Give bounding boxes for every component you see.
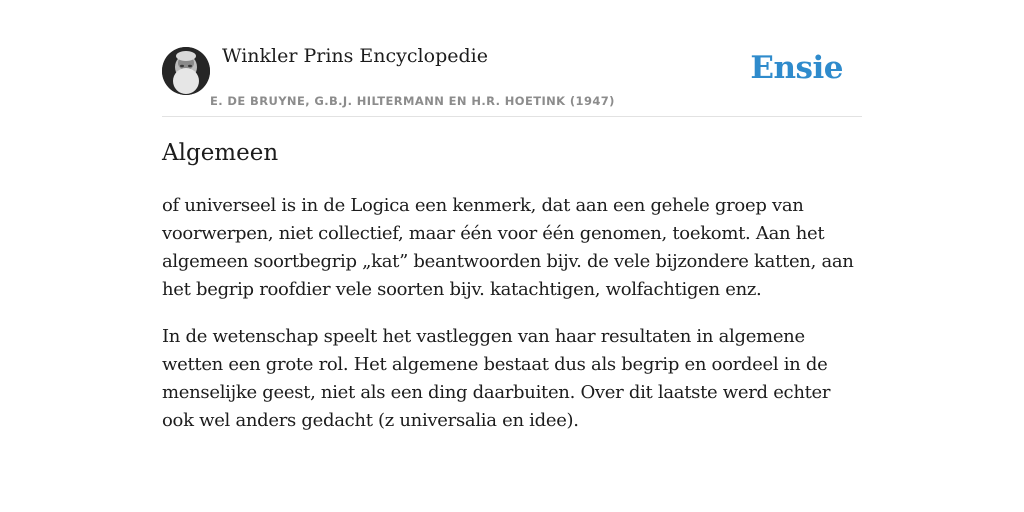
authors-line: E. DE BRUYNE, G.B.J. HILTERMANN EN H.R. HOETINK (1947) bbox=[210, 94, 615, 108]
paragraph: In de wetenschap speelt het vastleggen van haar resultaten in algemene wetten een grote rol. Het algemene bestaat dus als begrip en oordeel in de menselijke geest, niet als een ding daarbuiten. Over dit laatste werd echter ook wel anders gedacht (z universalia en idee). bbox=[162, 326, 831, 431]
paragraph: of universeel is in de Logica een kenmerk, dat aan een gehele groep van voorwerpen, niet collectief, maar één voor één genomen, toekomt. Aan het algemeen soortbegrip „kat” beantwoorden bijv. de vele bijzondere katten, aan het begrip roofdier vele soorten bijv. katachtigen, wolfachtigen enz. bbox=[162, 195, 854, 300]
ensie-logo-link[interactable]: Ensie bbox=[750, 50, 843, 86]
author-avatar[interactable] bbox=[162, 47, 210, 95]
entry-title: Algemeen bbox=[162, 140, 279, 166]
book-title[interactable]: Winkler Prins Encyclopedie bbox=[222, 45, 488, 67]
page bbox=[162, 0, 862, 431]
source-header bbox=[162, 0, 862, 117]
entry-body bbox=[162, 192, 862, 454]
author-portrait-icon bbox=[162, 47, 210, 95]
